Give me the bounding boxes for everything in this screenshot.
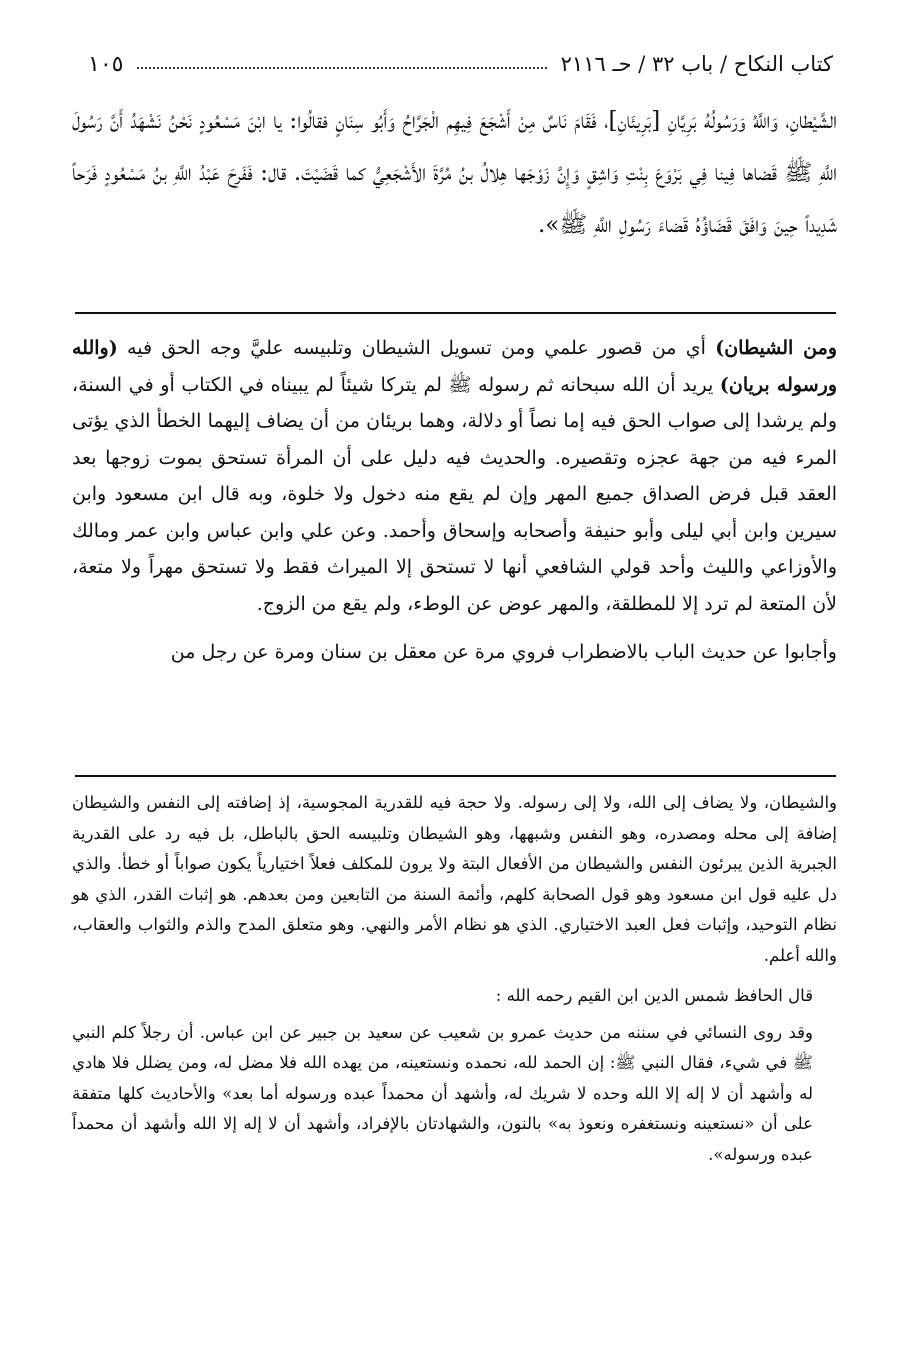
commentary-paragraph-1 <box>72 330 837 622</box>
footnotes-section <box>72 788 837 1170</box>
hadith-text: الشَّيْطانِ، وَاللَّهُ وَرَسُولُهُ بَرِيَّانِ [بَرِيئَانِ]، فَقَامَ نَاسٌ مِنْ أَشْجَعَ فِيهِم الْجَرَّاحُ وَأَبُو سِنَانٍ فقالُوا: يا ابْنَ مَسْعُودٍ نَحْنُ نَشْهَدُ أَنَّ رَسُولَ اللَّهِ ﷺ قَضاها فِينا فِي بَرْوَعَ بِنْتِ وَاشِقٍ وَإِنَّ زَوْجَها هِلالُ بنُ مُرَّةَ الأَشْجَعِيُّ كما قَضَيْتَ. قال: فَفَرِحَ عَبْدُ اللَّهِ بنُ مَسْعُودٍ فَرَحاً شَدِيداً حِينَ وَافَقَ قَضَاؤُهُ قَضاءَ رَسُولِ اللَّهِ ﷺ». <box>72 108 837 238</box>
footnote-paragraph-1: والشيطان، ولا يضاف إلى الله، ولا إلى رسوله. ولا حجة فيه للقدرية المجوسية، إذ إضافته إلى النفس والشيطان إضافة إلى محله ومصدره، وهو النفس وشبهها، وهو الشيطان وتلبيسه الحق بالباطل، بل فيه رد على القدرية الجبرية الذين يبرئون النفس والشيطان من الأفعال البتة ولا يرون للمكلف فعلاً اختيارياً يكون صواباً أو خطأ. والذي دل عليه قول ابن مسعود وهو قول الصحابة كلهم، وأئمة السنة من التابعين ومن بعدهم. هو إثبات القدر، الذي هو نظام التوحيد، وإثبات فعل العبد الاختياري. الذي هو نظام الأمر والنهي. وهو متعلق المدح والذم والثواب والعقاب، والله أعلم. <box>72 793 837 965</box>
commentary-paragraph-2: وأجابوا عن حديث الباب بالاضطراب فروي مرة عن معقل بن سنان ومرة عن رجل من <box>170 641 837 663</box>
commentary-term-2: (والله ورسوله بريان) <box>72 337 837 396</box>
header-dot-leader <box>137 67 546 69</box>
footnote-paragraph-2: وقد روى النسائي في سننه من حديث عمرو بن شعيب عن سعيد بن جبير عن ابن عباس. أن رجلاً كلم النبي ﷺ في شيء، فقال النبي ﷺ: إن الحمد لله، نحمده ونستعينه، من يهده الله فلا مضل له، ومن يضلل فلا هادي له وأشهد أن لا إله إلا الله وحده لا شريك له، وأشهد أن محمداً عبده ورسوله أما بعد» والأحاديث كلها متفقة على أن «نستعينه ونستغفره ونعوذ به» بالنون، والشهادتان بالإفراد، وأشهد أن لا إله إلا الله وأشهد أن محمداً عبده ورسوله». <box>72 1022 813 1164</box>
commentary-text-2: يريد أن الله سبحانه ثم رسوله ﷺ لم يتركا شيئاً لم يبيناه في الكتاب أو في السنة، ولم يرشدا إلى صواب الحق فيه إما نصاً أو دلالة، وهما بريئان من أن يضاف إليهما الخطأ الذي يؤتى المرء فيه من جهة عجزه وتقصيره. والحديث فيه دليل على أن المرأة تستحق بموت زوجها بعد العقد قبل فرض الصداق جميع المهر وإن لم يقع منه دخول ولا خلوة، وبه قال ابن مسعود وابن سيرين وابن أبي ليلى وأبو حنيفة وأصحابه وإسحاق وأحمد. وعن علي وابن عباس وابن عمر ومالك والأوزاعي والليث وأحد قولي الشافعي أنها لا تستحق إلا الميراث فقط ولا تستحق مهراً ولا متعة، لأن المتعة لم ترد إلا للمطلقة، والمهر عوض عن الوطء، ولم يقع من الزوج. <box>72 373 837 615</box>
separator-rule-top <box>75 312 836 314</box>
commentary-term-1: ومن الشيطان) <box>715 337 838 359</box>
commentary-text-1: أي من قصور علمي ومن تسويل الشيطان وتلبيسه عليَّ وجه الحق فيه <box>117 337 716 359</box>
header-title: كتاب النكاح / باب ٣٢ / حـ ٢١١٦ <box>560 52 833 76</box>
running-header <box>88 44 833 84</box>
separator-rule-bottom <box>75 775 836 777</box>
commentary-section <box>72 330 837 671</box>
page-number: ١٠٥ <box>88 51 124 77</box>
footnote-heading: قال الحافظ شمس الدين ابن القيم رحمه الله : <box>495 986 813 1005</box>
